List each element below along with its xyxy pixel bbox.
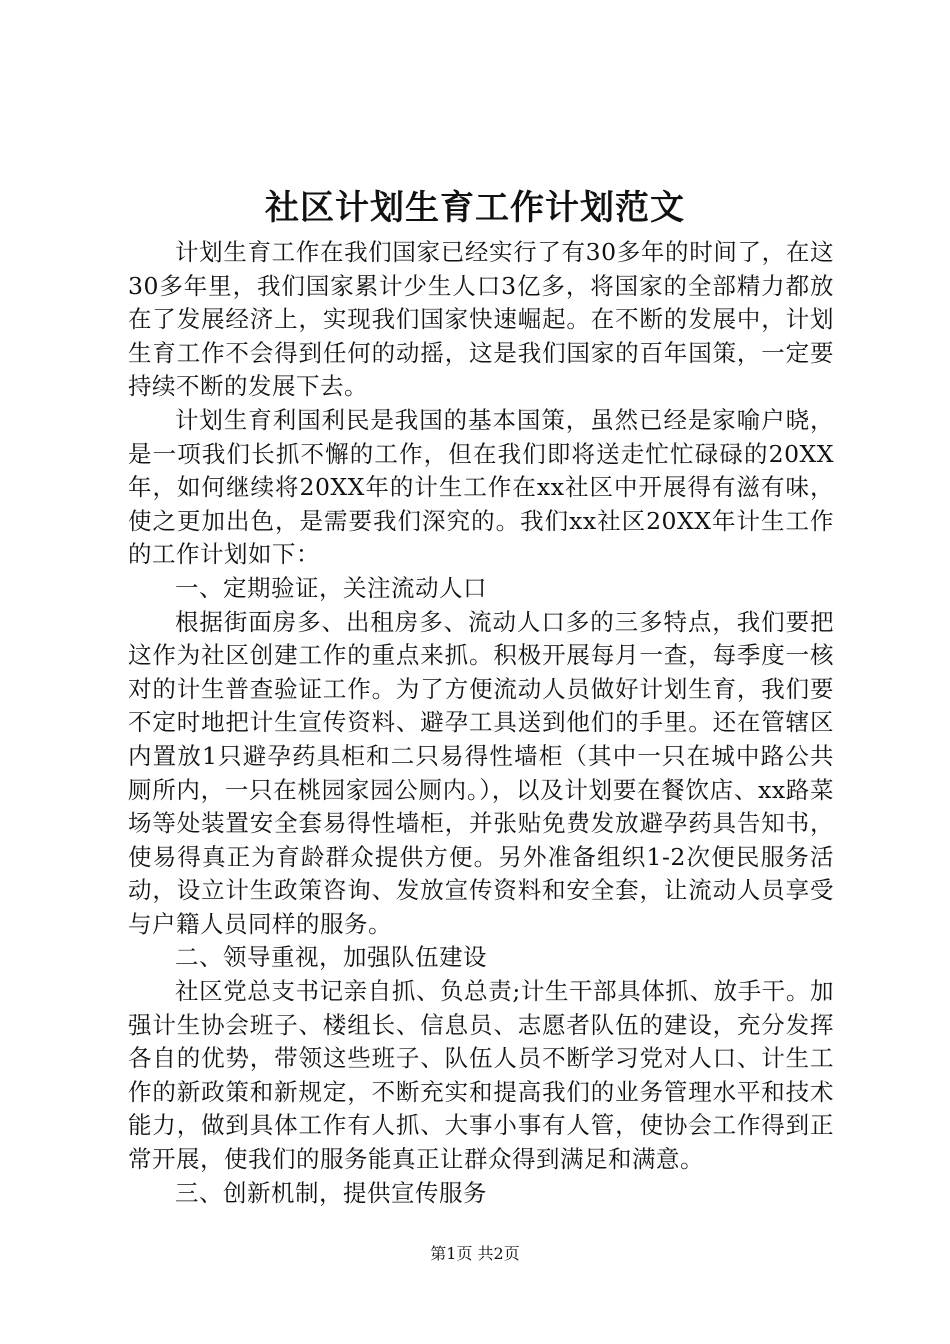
paragraph-section-1: 根据街面房多、出租房多、流动人口多的三多特点，我们要把这作为社区创建工作的重点来抓。积极开展每月一查，每季度一核对的计生普查验证工作。为了方便流动人员做好计划生育，我们要不定时地把计生宣传资料、避孕工具送到他们的手里。还在管辖区内置放1只避孕药具柜和二只易得性墙柜（其中一只在城中路公共厕所内，一只在桃园家园公厕内。），以及计划要在餐饮店、xx路菜场等处装置安全套易得性墙柜，并张贴免费发放避孕药具告知书，使易得真正为育龄群众提供方便。另外准备组织1-2次便民服务活动，设立计生政策咨询、发放宣传资料和安全套，让流动人员享受与户籍人员同样的服务。 — [128, 607, 834, 938]
section-heading-2: 二、领导重视，加强队伍建设 — [175, 943, 487, 972]
section-heading-3: 三、创新机制，提供宣传服务 — [175, 1178, 487, 1207]
document-body — [128, 236, 834, 1210]
paragraph-intro: 计划生育工作在我们国家已经实行了有30多年的时间了，在这30多年里，我们国家累计少生人口3亿多，将国家的全部精力都放在了发展经济上，实现我们国家快速崛起。在不断的发展中，计划生育工作不会得到任何的动摇，这是我们国家的百年国策，一定要持续不断的发展下去。 — [128, 238, 834, 401]
document-title: 社区计划生育工作计划范文 — [265, 188, 685, 228]
page-footer: 第1页 共2页 — [430, 1244, 520, 1263]
section-heading-1: 一、定期验证，关注流动人口 — [175, 573, 487, 602]
paragraph-section-2: 社区党总支书记亲自抓、负总责;计生干部具体抓、放手干。加强计生协会班子、楼组长、信息员、志愿者队伍的建设，充分发挥各自的优势，带领这些班子、队伍人员不断学习党对人口、计生工作的新政策和新规定，不断充实和提高我们的业务管理水平和技术能力，做到具体工作有人抓、大事小事有人管，使协会工作得到正常开展，使我们的服务能真正让群众得到满足和满意。 — [128, 977, 834, 1174]
paragraph-policy: 计划生育利国利民是我国的基本国策，虽然已经是家喻户晓，是一项我们长抓不懈的工作，但在我们即将送走忙忙碌碌的20XX年，如何继续将20XX年的计生工作在xx社区中开展得有滋有味，使之更加出色，是需要我们深究的。我们xx社区20XX年计生工作的工作计划如下： — [128, 405, 834, 569]
